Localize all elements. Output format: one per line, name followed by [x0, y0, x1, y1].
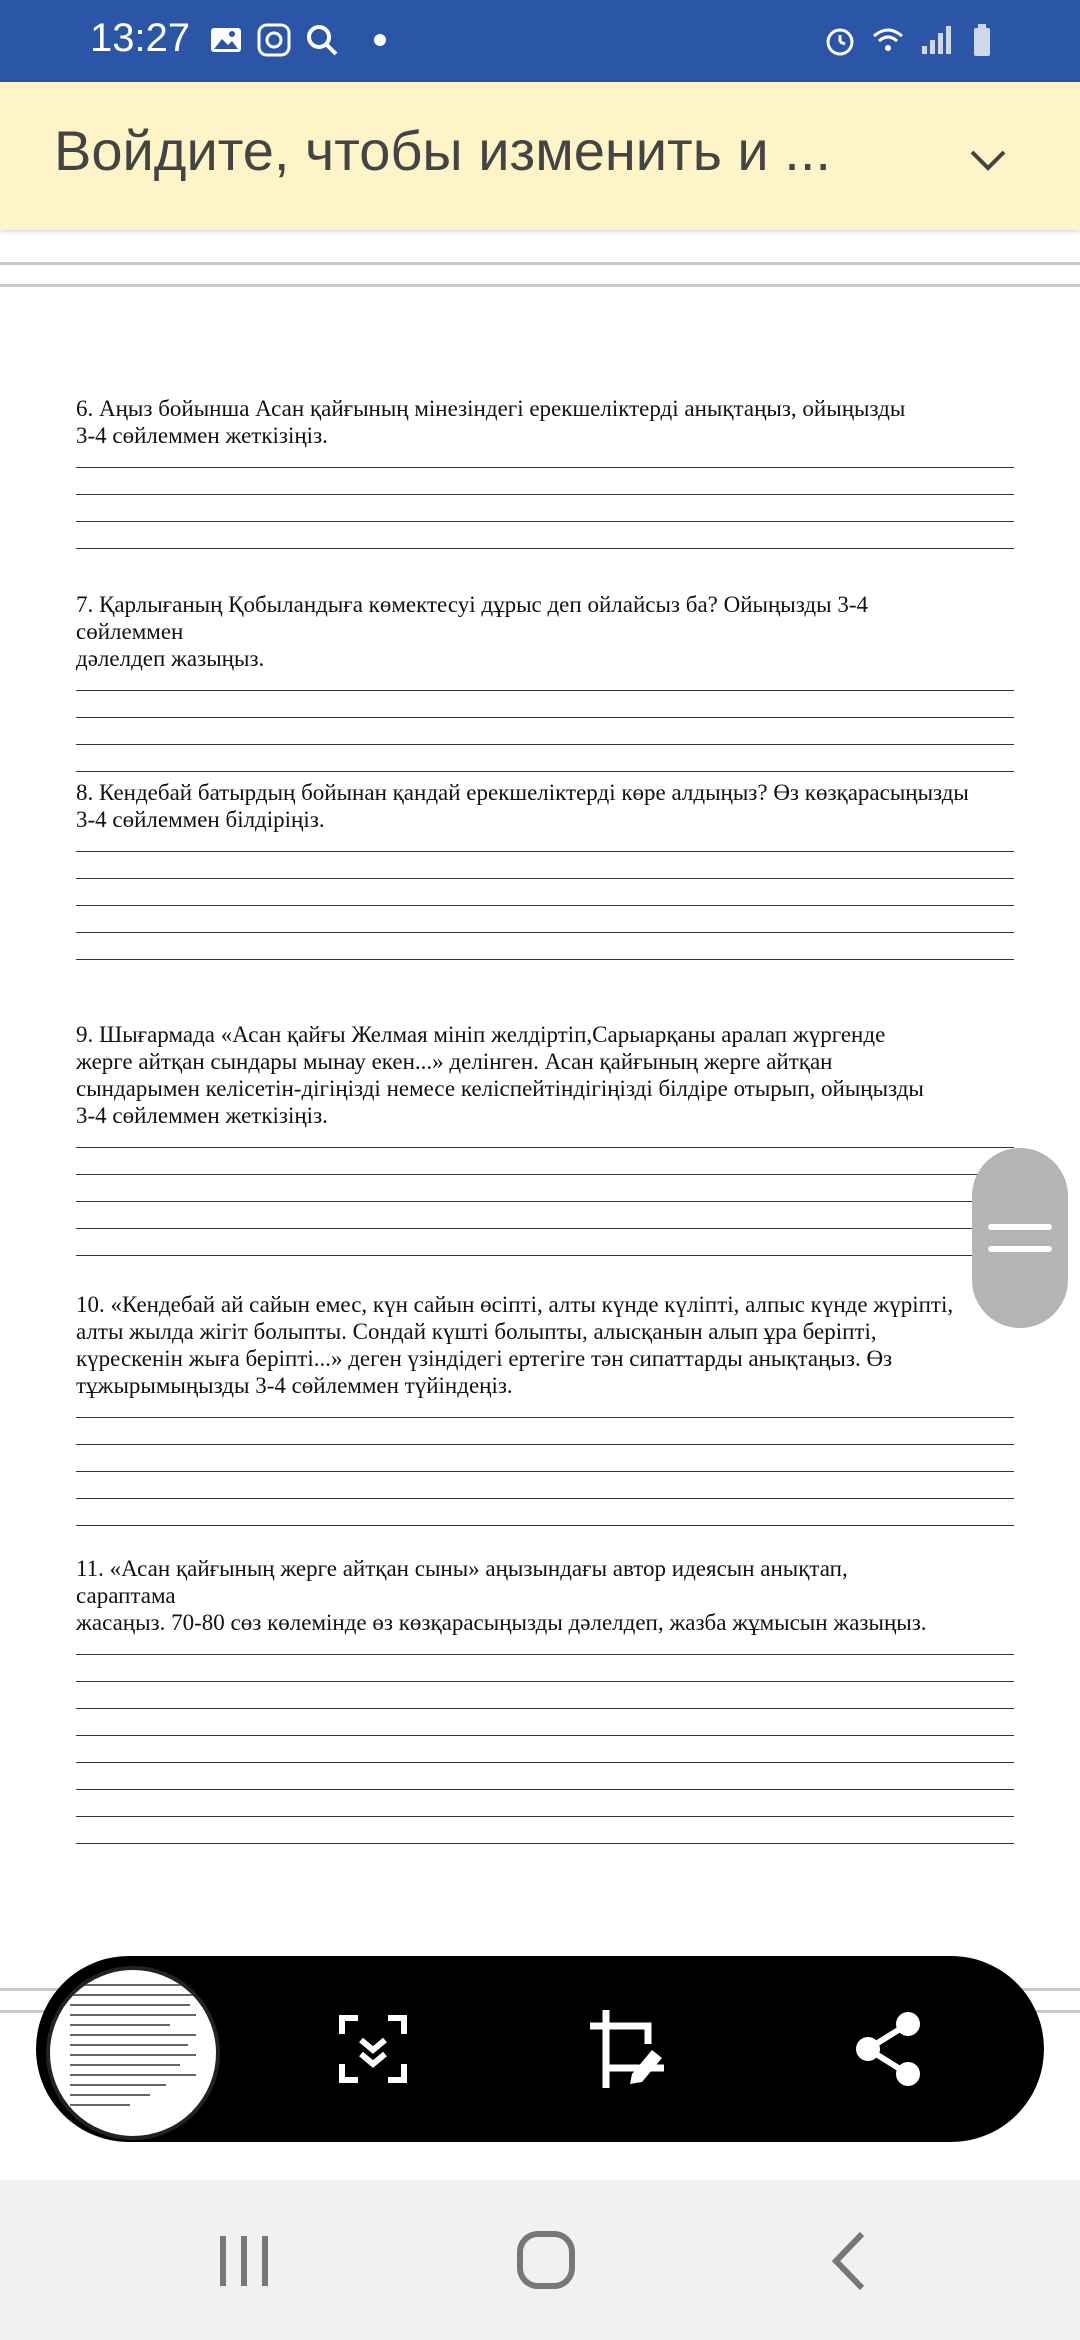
answer-line [76, 1228, 1014, 1229]
answer-line [76, 744, 1014, 745]
answer-line [76, 1735, 1014, 1736]
navigation-bar [0, 2180, 1080, 2340]
question-line: сындарымен келісетін-дігіңізді немесе келіспейтіндігіңізді білдіре отырып, ойыңызды [76, 1076, 924, 1101]
answer-line [76, 851, 1014, 852]
question-line: 9. Шығармада «Асан қайғы Желмая мініп желдіртіп,Сарыарқаны аралап жүргенде [76, 1022, 886, 1047]
back-icon[interactable] [808, 2226, 888, 2296]
answer-line [76, 548, 1014, 549]
recent-apps-icon[interactable] [204, 2226, 284, 2296]
answer-line [76, 905, 1014, 906]
sign-in-banner[interactable] [0, 82, 1080, 230]
handle-bar [988, 1224, 1052, 1230]
screenshot-toolbar [36, 1956, 1044, 2142]
answer-line [76, 1654, 1014, 1655]
share-icon[interactable] [844, 2004, 934, 2094]
answer-line [76, 1174, 1014, 1175]
answer-line [76, 1147, 1014, 1148]
scroll-capture-icon[interactable] [328, 2004, 418, 2094]
question-line: сөйлеммен [76, 619, 184, 644]
question-line: 8. Кендебай батырдың бойынан қандай ерекшеліктерді көре алдыңыз? Өз көзқарасыңызды [76, 780, 969, 805]
question-text [76, 779, 1024, 833]
chevron-down-icon[interactable] [966, 138, 1010, 182]
answer-line [76, 521, 1014, 522]
battery-icon [964, 22, 1000, 58]
question-text [76, 1555, 1024, 1636]
status-bar [0, 0, 1080, 82]
search-icon [304, 22, 340, 58]
question-line: 10. «Кендебай ай сайын емес, күн сайын өсіпті, алты күнде күліпті, алпыс күнде жүріпті, [76, 1292, 954, 1317]
question-line: 3-4 сөйлеммен білдіріңіз. [76, 807, 325, 832]
question-9 [76, 1021, 1024, 1256]
gallery-icon [208, 22, 244, 58]
page-separator [0, 284, 1080, 287]
banner-title: Войдите, чтобы изменить и ... [54, 119, 831, 182]
question-line: 6. Аңыз бойынша Асан қайғының мінезіндегі ерекшеліктерді анықтаңыз, ойыңызды [76, 396, 906, 421]
question-line: сараптама [76, 1583, 176, 1608]
alarm-icon [822, 22, 858, 58]
question-line: 3-4 сөйлеммен жеткізіңіз. [76, 423, 328, 448]
question-10 [76, 1291, 1024, 1526]
status-time: 13:27 [90, 16, 191, 60]
scroll-handle[interactable] [972, 1148, 1068, 1328]
answer-line [76, 467, 1014, 468]
answer-line [76, 1255, 1014, 1256]
crop-edit-icon[interactable] [584, 2004, 674, 2094]
answer-line [76, 1201, 1014, 1202]
answer-line [76, 1681, 1014, 1682]
question-7 [76, 591, 1024, 772]
app-icon [256, 22, 292, 58]
question-line: күрескенін жыға беріпті...» деген үзіндідегі ертегіге тән сипаттарды анықтаңыз. Өз [76, 1346, 893, 1371]
answer-line [76, 932, 1014, 933]
answer-line [76, 1417, 1014, 1418]
answer-line [76, 494, 1014, 495]
answer-line [76, 1708, 1014, 1709]
screenshot-thumbnail[interactable] [46, 1966, 220, 2140]
answer-line [76, 1498, 1014, 1499]
question-line: 3-4 сөйлеммен жеткізіңіз. [76, 1103, 328, 1128]
question-line: тұжырымыңызды 3-4 сөйлеммен түйіндеңіз. [76, 1373, 513, 1398]
question-8 [76, 779, 1024, 960]
answer-line [76, 1762, 1014, 1763]
question-11 [76, 1555, 1024, 1844]
answer-line [76, 1444, 1014, 1445]
question-line: 11. «Асан қайғының жерге айтқан сыны» аңызындағы автор идеясын анықтап, [76, 1556, 848, 1581]
question-text [76, 395, 1024, 449]
dot-icon [362, 22, 398, 58]
answer-line [76, 771, 1014, 772]
answer-line [76, 717, 1014, 718]
answer-line [76, 1816, 1014, 1817]
answer-line [76, 1843, 1014, 1844]
handle-bar [988, 1246, 1052, 1252]
question-line: 7. Қарлығаның Қобыландыға көмектесуі дұрыс деп ойлайсыз ба? Ойыңызды 3-4 [76, 592, 868, 617]
question-line: дәлелдеп жазыңыз. [76, 646, 265, 671]
question-text [76, 1291, 1024, 1399]
wifi-icon [870, 22, 906, 58]
answer-line [76, 1525, 1014, 1526]
answer-line [76, 690, 1014, 691]
home-icon[interactable] [506, 2226, 586, 2296]
question-line: жасаңыз. 70-80 сөз көлемінде өз көзқарасыңызды дәлелдеп, жазба жұмысын жазыңыз. [76, 1610, 927, 1635]
answer-line [76, 1789, 1014, 1790]
question-line: жерге айтқан сындары мынау екен...» делінген. Асан қайғының жерге айтқан [76, 1049, 833, 1074]
page-separator [0, 262, 1080, 265]
question-6 [76, 395, 1024, 549]
question-text [76, 1021, 1024, 1129]
answer-line [76, 959, 1014, 960]
question-text [76, 591, 1024, 672]
question-line: алты жылда жігіт болыпты. Сондай күшті болыпты, алысқанын алып ұра беріпті, [76, 1319, 877, 1344]
signal-icon [918, 22, 954, 58]
answer-line [76, 1471, 1014, 1472]
answer-line [76, 878, 1014, 879]
